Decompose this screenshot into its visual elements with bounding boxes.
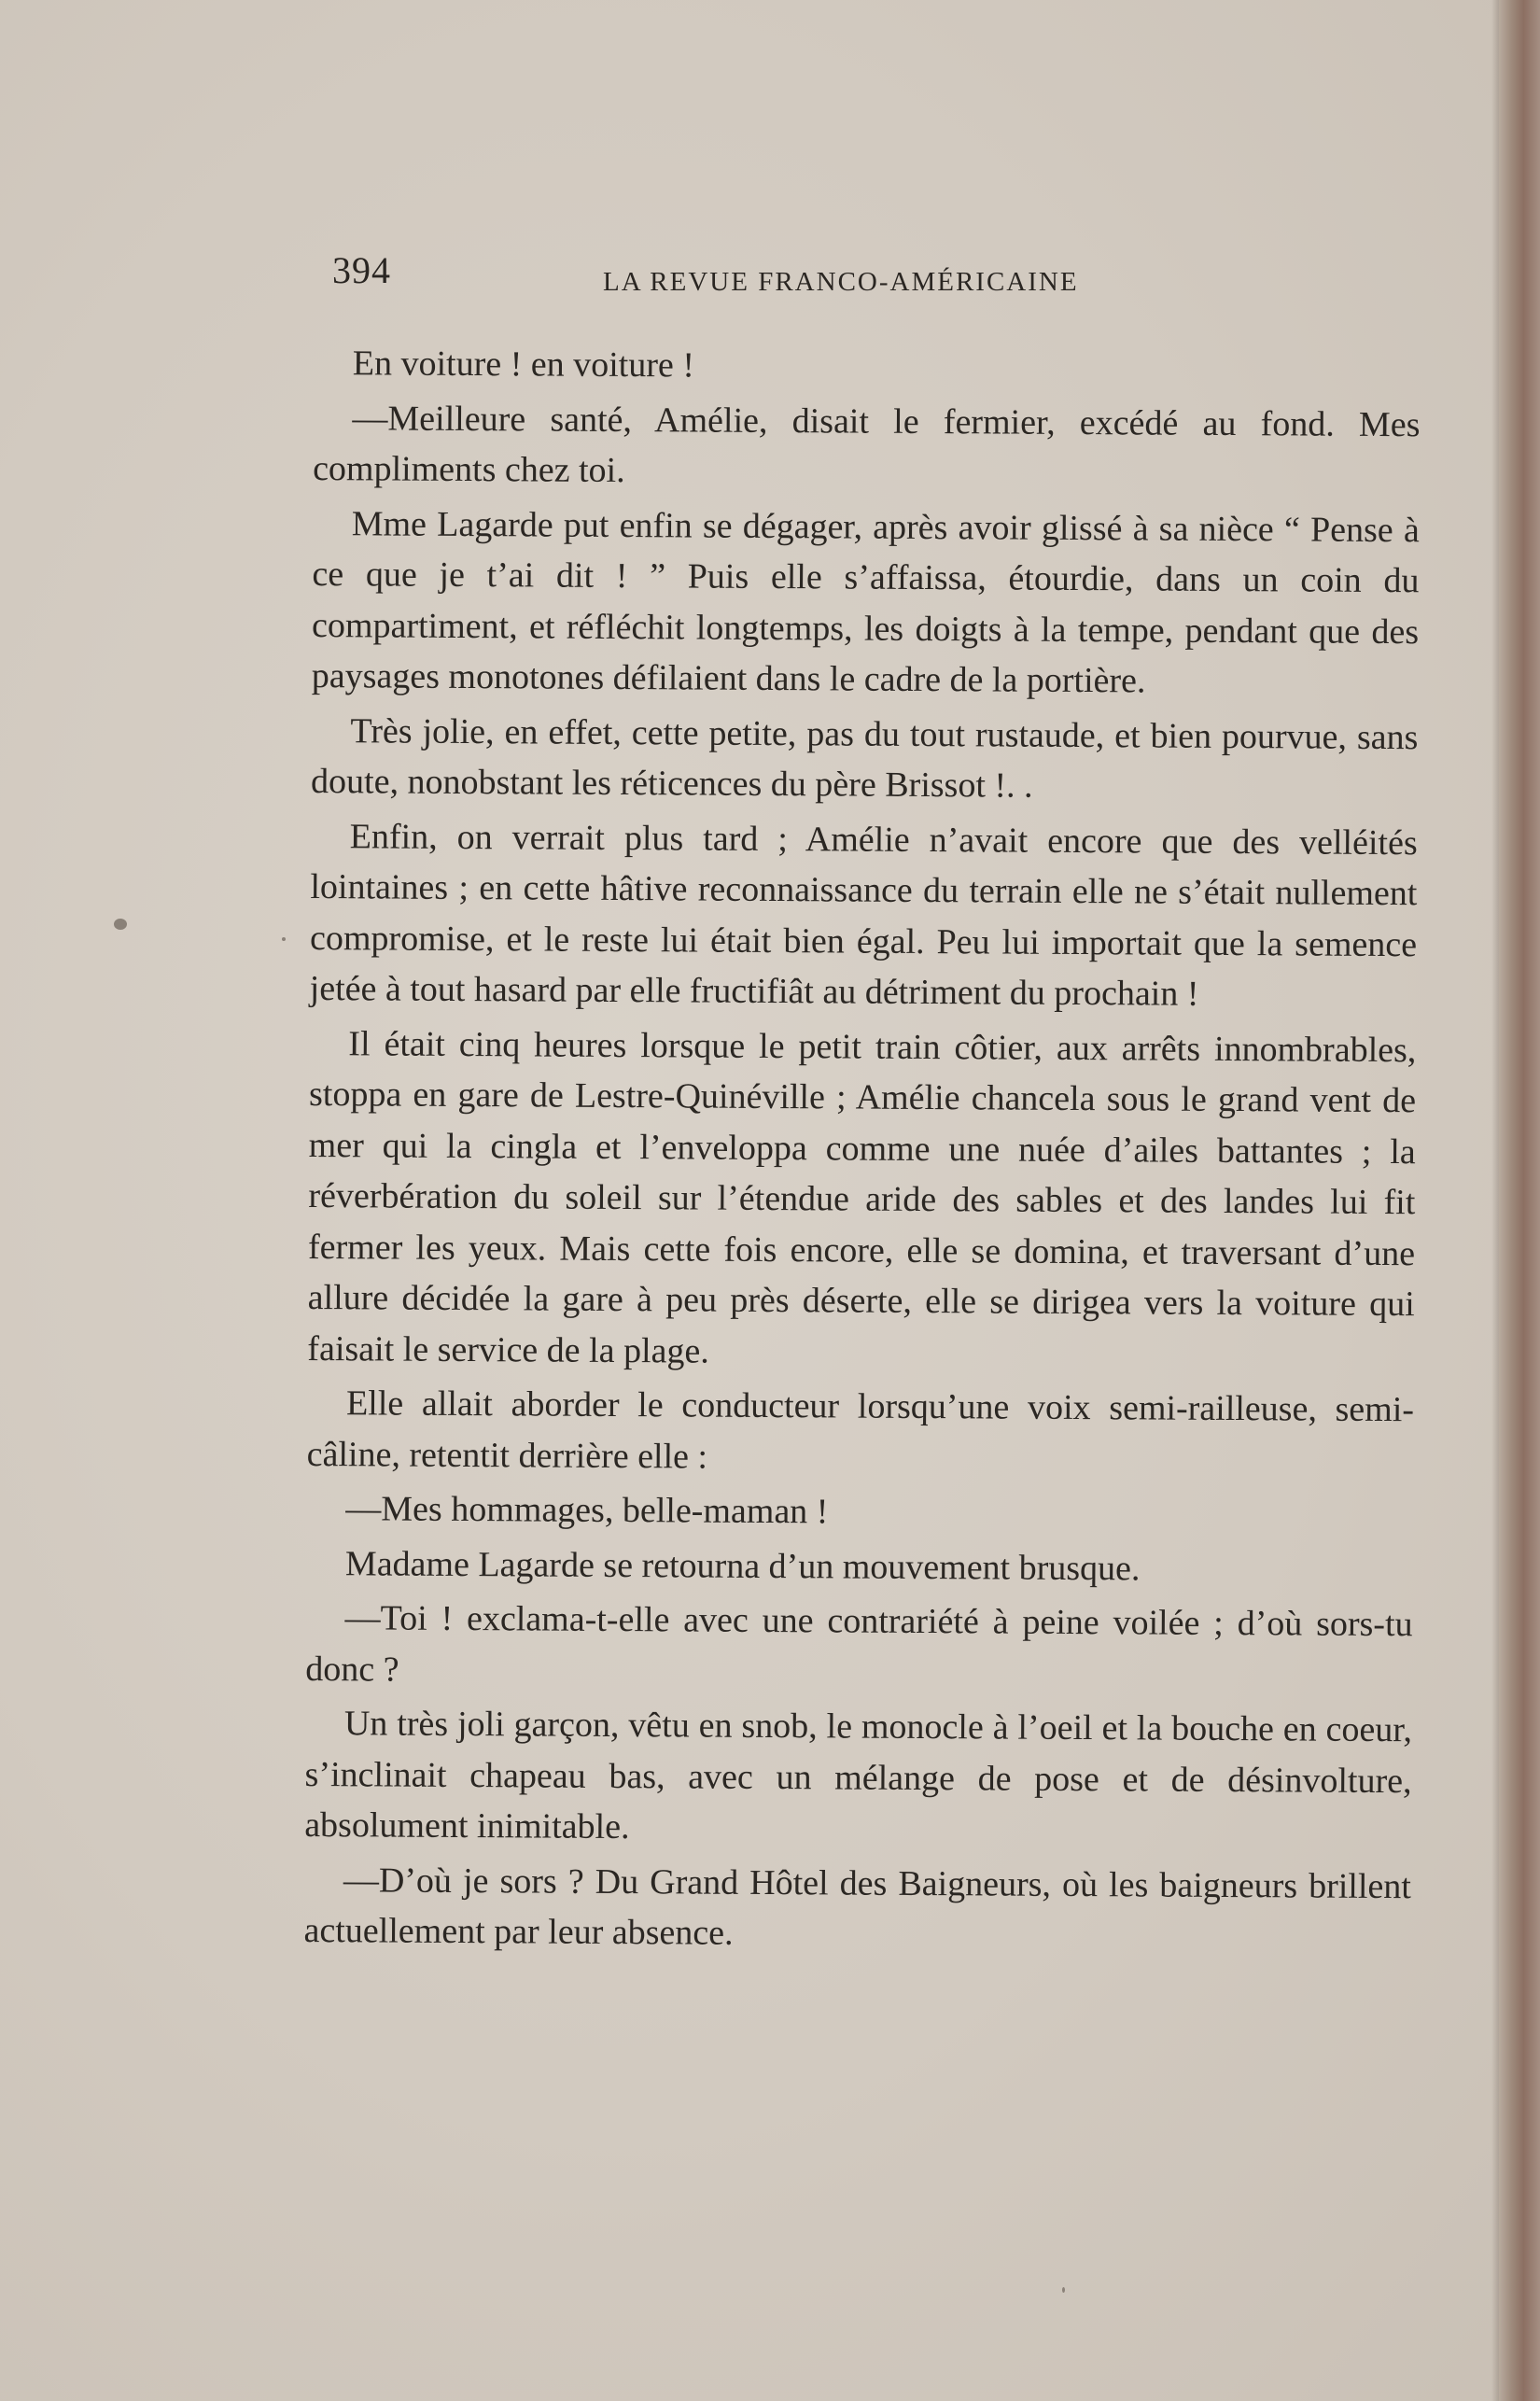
paragraph: Enfin, on verrait plus tard ; Amélie n’avait encore que des velléités lointaines ; en cette hâtive reconnaissance du terrain elle ne s’était nullement compromise, et le reste lui était bien égal. Peu lui importait que la semence jetée à tout hasard par elle fructifiât au détriment du prochain ! bbox=[309, 816, 1418, 1014]
paragraph: Il était cinq heures lorsque le petit train côtier, aux arrêts innombrables, stoppa en gare de Lestre-Quinéville ; Amélie chancela sous le grand vent de mer qui la cingla et l’enveloppa comme une nuée d’ailes battantes ; la réverbération du soleil sur l’étendue aride des sables et des landes lui fit fermer les yeux. Mais cette fois encore, elle se domina, et traversant d’une allure décidée la gare à peu près déserte, elle se dirigea vers la voiture qui faisait le service de la plage. bbox=[307, 1023, 1417, 1371]
paragraph: Un très joli garçon, vêtu en snob, le monocle à l’oeil et la bouche en coeur, s’inclinait chapeau bas, avec un mélange de pose et de désinvolture, absolument inimitable. bbox=[304, 1704, 1413, 1847]
paragraph: Très jolie, en effet, cette petite, pas du tout rustaude, et bien pourvue, sans doute, nonobstant les réticences du père Brissot !. . bbox=[310, 710, 1419, 806]
paragraph: —Meilleure santé, Amélie, disait le fermier, excédé au fond. Mes compliments chez toi. bbox=[313, 398, 1421, 491]
page-edge bbox=[1499, 0, 1540, 2401]
paragraph: Madame Lagarde se retourna d’un mouvement brusque. bbox=[344, 1543, 1141, 1588]
paragraph: —Mes hommages, belle-maman ! bbox=[345, 1489, 829, 1532]
paper-speck bbox=[282, 937, 286, 941]
paragraph: Elle allait aborder le conducteur lorsqu’une voix semi-railleuse, semi-câline, retentit derrière elle : bbox=[306, 1383, 1415, 1477]
body-text bbox=[303, 338, 1421, 1967]
page-header bbox=[332, 248, 1415, 304]
paper-speck bbox=[114, 919, 127, 930]
paper-speck bbox=[1062, 2287, 1065, 2293]
paragraph: Mme Lagarde put enfin se dégager, après avoir glissé à sa nièce “ Pense à ce que je t’ai dit ! ” Puis elle s’affaissa, étourdie, dans un coin du compartiment, et réfléchit longtemps, les doigts à la tempe, pendant que des paysages monotones défilaient dans le cadre de la portière. bbox=[311, 503, 1420, 701]
page-number: 394 bbox=[332, 249, 391, 291]
paragraph: —D’où je sors ? Du Grand Hôtel des Baigneurs, où les baigneurs brillent actuellement par leur absence. bbox=[303, 1860, 1412, 1953]
running-title: LA REVUE FRANCO-AMÉRICAINE bbox=[603, 267, 1079, 297]
paragraph: En voiture ! en voiture ! bbox=[352, 344, 695, 386]
paragraph: —Toi ! exclama-t-elle avec une contrariété à peine voilée ; d’où sors-tu donc ? bbox=[305, 1598, 1413, 1690]
